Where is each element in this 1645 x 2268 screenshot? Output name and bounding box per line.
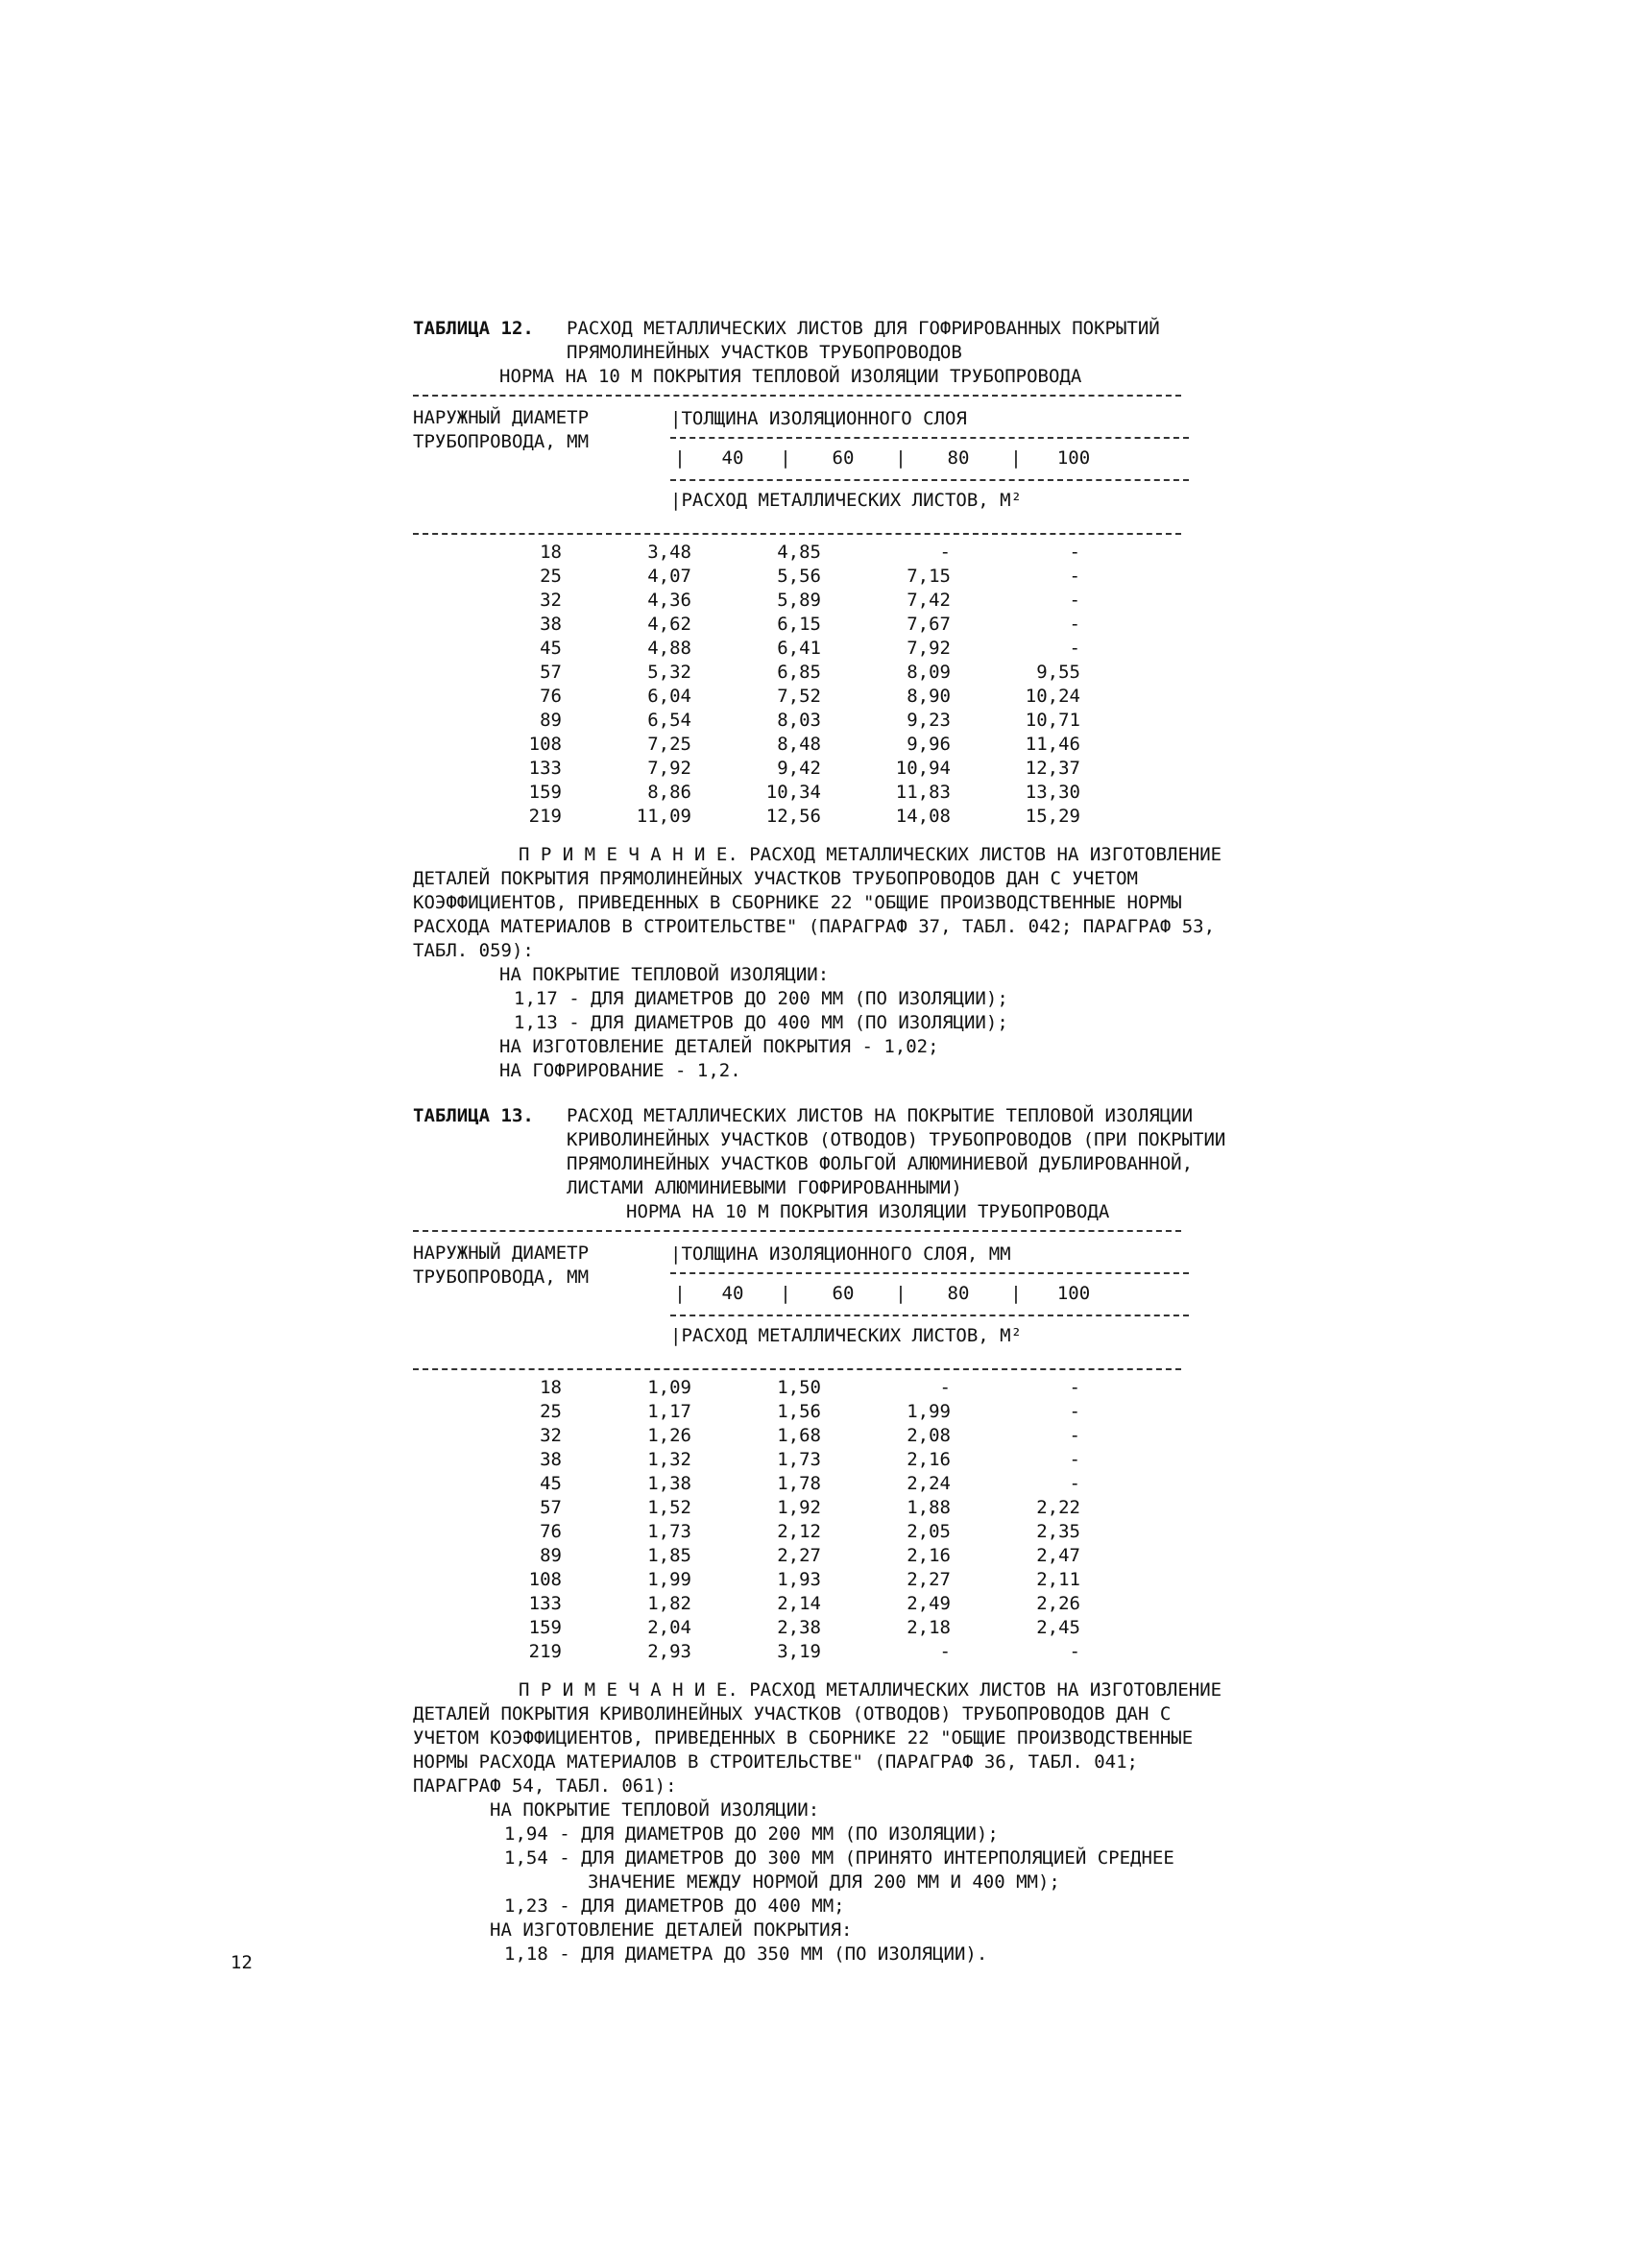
thickness-col: 60: [832, 1283, 855, 1304]
table-row: [413, 1616, 1335, 1640]
table-row: [413, 685, 1335, 709]
value-cell: -: [1069, 1449, 1080, 1470]
value-cell: 2,16: [907, 1545, 951, 1566]
value-cell: 1,92: [777, 1497, 821, 1518]
value-cell: 6,54: [647, 710, 691, 731]
table-row: [413, 541, 1335, 565]
value-cell: -: [1069, 566, 1080, 587]
value-cell: 11,46: [1025, 734, 1080, 755]
table-12: [413, 317, 1335, 829]
diameter-cell: 45: [540, 638, 562, 659]
value-cell: 4,85: [777, 542, 821, 563]
column-diameter-line: НАРУЖНЫЙ ДИАМЕТР: [413, 407, 590, 428]
note-line: НА ПОКРЫТИЕ ТЕПЛОВОЙ ИЗОЛЯЦИИ:: [499, 964, 830, 985]
diameter-cell: 57: [540, 1497, 562, 1518]
value-cell: -: [1069, 1425, 1080, 1446]
table-12-label: ТАБЛИЦА 12.: [413, 318, 534, 339]
diameter-cell: 89: [540, 710, 562, 731]
value-cell: 6,04: [647, 686, 691, 707]
table-12-title-line: ПРЯМОЛИНЕЙНЫХ УЧАСТКОВ ТРУБОПРОВОДОВ: [567, 342, 962, 363]
value-cell: 10,34: [765, 782, 821, 803]
table-row: [413, 565, 1335, 589]
table-row: [413, 1400, 1335, 1424]
value-cell: 12,37: [1025, 758, 1080, 779]
table-12-body: [413, 541, 1335, 829]
note-line: УЧЕТОМ КОЭФФИЦИЕНТОВ, ПРИВЕДЕННЫХ В СБОРНИКЕ 22 "ОБЩИЕ ПРОИЗВОДСТВЕННЫЕ: [413, 1727, 1194, 1749]
value-cell: 7,67: [907, 614, 951, 635]
value-cell: 7,92: [907, 638, 951, 659]
value-cell: 1,85: [647, 1545, 691, 1566]
table-row: [413, 1496, 1335, 1520]
table-13-title-line: ПРЯМОЛИНЕЙНЫХ УЧАСТКОВ ФОЛЬГОЙ АЛЮМИНИЕВОЙ ДУБЛИРОВАННОЙ,: [567, 1153, 1194, 1174]
value-cell: 2,26: [1036, 1593, 1080, 1614]
value-cell: 2,04: [647, 1617, 691, 1638]
value-cell: 1,52: [647, 1497, 691, 1518]
diameter-cell: 18: [540, 1377, 562, 1398]
value-cell: 3,19: [777, 1641, 821, 1662]
value-cell: 1,09: [647, 1377, 691, 1398]
value-cell: 15,29: [1025, 806, 1080, 827]
table-row: [413, 805, 1335, 829]
value-cell: 9,23: [907, 710, 951, 731]
divider: [413, 1230, 1181, 1232]
value-cell: 2,22: [1036, 1497, 1080, 1518]
value-cell: 2,35: [1036, 1521, 1080, 1542]
column-diameter-header: [413, 1242, 589, 1290]
diameter-cell: 32: [540, 590, 562, 611]
value-cell: 2,47: [1036, 1545, 1080, 1566]
value-cell: -: [939, 542, 951, 563]
diameter-cell: 219: [528, 1641, 562, 1662]
value-cell: 13,30: [1025, 782, 1080, 803]
value-cell: 2,27: [907, 1569, 951, 1590]
value-cell: 14,08: [895, 806, 951, 827]
page-number: 12: [230, 1952, 253, 1973]
diameter-cell: 25: [540, 1401, 562, 1422]
value-cell: 7,92: [647, 758, 691, 779]
value-cell: 8,09: [907, 662, 951, 683]
note-line: НА ИЗГОТОВЛЕНИЕ ДЕТАЛЕЙ ПОКРЫТИЯ:: [490, 1919, 853, 1941]
table-13-title-line: КРИВОЛИНЕЙНЫХ УЧАСТКОВ (ОТВОДОВ) ТРУБОПРОВОДОВ (ПРИ ПОКРЫТИИ: [567, 1129, 1226, 1150]
note-line: 1,18 - ДЛЯ ДИАМЕТРА ДО 350 ММ (ПО ИЗОЛЯЦИИ).: [504, 1943, 988, 1965]
divider: [413, 1368, 1181, 1370]
value-cell: -: [1069, 590, 1080, 611]
value-cell: 9,42: [777, 758, 821, 779]
thickness-col: 40: [721, 1283, 744, 1304]
value-cell: 8,03: [777, 710, 821, 731]
thickness-header: ТОЛЩИНА ИЗОЛЯЦИОННОГО СЛОЯ: [681, 408, 967, 429]
table-row: [413, 589, 1335, 613]
value-cell: 2,11: [1036, 1569, 1080, 1590]
note-line: НА ИЗГОТОВЛЕНИЕ ДЕТАЛЕЙ ПОКРЫТИЯ - 1,02;: [499, 1036, 939, 1057]
value-cell: 7,52: [777, 686, 821, 707]
value-cell: 1,56: [777, 1401, 821, 1422]
table-13-norm: НОРМА НА 10 М ПОКРЫТИЯ ИЗОЛЯЦИИ ТРУБОПРОВОДА: [626, 1201, 1110, 1222]
table-12-header: [413, 402, 1335, 527]
value-cell: 1,99: [907, 1401, 951, 1422]
note-line: РАСХОДА МАТЕРИАЛОВ В СТРОИТЕЛЬСТВЕ" (ПАРАГРАФ 37, ТАБЛ. 042; ПАРАГРАФ 53,: [413, 916, 1216, 937]
value-cell: 1,26: [647, 1425, 691, 1446]
value-cell: 2,27: [777, 1545, 821, 1566]
diameter-cell: 76: [540, 1521, 562, 1542]
value-cell: 2,14: [777, 1593, 821, 1614]
value-cell: 12,56: [765, 806, 821, 827]
column-diameter-line: ТРУБОПРОВОДА, ММ: [413, 431, 590, 452]
diameter-cell: 89: [540, 1545, 562, 1566]
value-cell: 11,09: [636, 806, 691, 827]
column-diameter-header: [413, 406, 589, 454]
table-row: [413, 1568, 1335, 1592]
value-cell: 4,07: [647, 566, 691, 587]
value-cell: -: [1069, 1377, 1080, 1398]
table-13-header: [413, 1238, 1335, 1363]
value-cell: 1,17: [647, 1401, 691, 1422]
diameter-cell: 57: [540, 662, 562, 683]
thickness-header-block: |ТОЛЩИНА ИЗОЛЯЦИОННОГО СЛОЯ | 40 | 60 | 80 | 100 |РАСХОД МЕТАЛЛИЧЕСКИХ ЛИСТОВ, М²: [670, 402, 1189, 519]
value-cell: 1,78: [777, 1473, 821, 1494]
value-cell: 2,12: [777, 1521, 821, 1542]
value-cell: 8,48: [777, 734, 821, 755]
column-diameter-line: НАРУЖНЫЙ ДИАМЕТР: [413, 1243, 590, 1264]
value-cell: 4,88: [647, 638, 691, 659]
value-cell: 10,71: [1025, 710, 1080, 731]
note-line: П Р И М Е Ч А Н И Е. РАСХОД МЕТАЛЛИЧЕСКИХ ЛИСТОВ НА ИЗГОТОВЛЕНИЕ: [519, 1679, 1222, 1701]
note-line: П Р И М Е Ч А Н И Е. РАСХОД МЕТАЛЛИЧЕСКИХ ЛИСТОВ НА ИЗГОТОВЛЕНИЕ: [519, 844, 1222, 865]
diameter-cell: 76: [540, 686, 562, 707]
value-cell: -: [1069, 638, 1080, 659]
table-12-title-line: РАСХОД МЕТАЛЛИЧЕСКИХ ЛИСТОВ ДЛЯ ГОФРИРОВАННЫХ ПОКРЫТИЙ: [567, 318, 1160, 339]
note-line: ДЕТАЛЕЙ ПОКРЫТИЯ ПРЯМОЛИНЕЙНЫХ УЧАСТКОВ ТРУБОПРОВОДОВ ДАН С УЧЕТОМ: [413, 868, 1138, 889]
thickness-col: 80: [947, 1283, 970, 1304]
table-row: [413, 1544, 1335, 1568]
value-cell: 1,82: [647, 1593, 691, 1614]
value-cell: 10,94: [895, 758, 951, 779]
value-cell: 2,45: [1036, 1617, 1080, 1638]
divider: [413, 395, 1181, 397]
value-cell: 5,89: [777, 590, 821, 611]
thickness-header-block: |ТОЛЩИНА ИЗОЛЯЦИОННОГО СЛОЯ, ММ | 40 | 60 | 80 | 100 |РАСХОД МЕТАЛЛИЧЕСКИХ ЛИСТОВ, М²: [670, 1238, 1189, 1355]
note-line: НОРМЫ РАСХОДА МАТЕРИАЛОВ В СТРОИТЕЛЬСТВЕ" (ПАРАГРАФ 36, ТАБЛ. 041;: [413, 1751, 1138, 1773]
value-cell: 8,90: [907, 686, 951, 707]
table-12-note: [413, 843, 1354, 1083]
thickness-header: ТОЛЩИНА ИЗОЛЯЦИОННОГО СЛОЯ, ММ: [681, 1243, 1011, 1265]
value-cell: -: [939, 1641, 951, 1662]
note-line: 1,94 - ДЛЯ ДИАМЕТРОВ ДО 200 ММ (ПО ИЗОЛЯЦИИ);: [504, 1823, 999, 1845]
table-row: [413, 1448, 1335, 1472]
table-row: [413, 709, 1335, 733]
column-diameter-line: ТРУБОПРОВОДА, ММ: [413, 1267, 590, 1288]
value-cell: -: [1069, 1641, 1080, 1662]
value-cell: 2,93: [647, 1641, 691, 1662]
table-13: [413, 1104, 1335, 1664]
value-cell: 2,49: [907, 1593, 951, 1614]
diameter-cell: 159: [528, 1617, 562, 1638]
value-cell: 2,08: [907, 1425, 951, 1446]
value-cell: 1,73: [647, 1521, 691, 1542]
thickness-col: 100: [1056, 1283, 1091, 1304]
note-line: 1,23 - ДЛЯ ДИАМЕТРОВ ДО 400 ММ;: [504, 1895, 845, 1917]
value-cell: 1,38: [647, 1473, 691, 1494]
table-13-caption: [413, 1104, 1335, 1224]
value-cell: 2,24: [907, 1473, 951, 1494]
table-13-body: [413, 1376, 1335, 1664]
value-cell: 2,18: [907, 1617, 951, 1638]
value-cell: 4,62: [647, 614, 691, 635]
table-12-caption: [413, 317, 1335, 389]
value-cell: 7,42: [907, 590, 951, 611]
table-row: [413, 1424, 1335, 1448]
thickness-col: 40: [721, 447, 744, 469]
value-cell: 1,99: [647, 1569, 691, 1590]
value-cell: 8,86: [647, 782, 691, 803]
value-cell: 1,73: [777, 1449, 821, 1470]
table-row: [413, 1376, 1335, 1400]
value-cell: 1,32: [647, 1449, 691, 1470]
table-row: [413, 1472, 1335, 1496]
note-line: 1,54 - ДЛЯ ДИАМЕТРОВ ДО 300 ММ (ПРИНЯТО ИНТЕРПОЛЯЦИЕЙ СРЕДНЕЕ: [504, 1847, 1174, 1869]
note-line: ЗНАЧЕНИЕ МЕЖДУ НОРМОЙ ДЛЯ 200 ММ И 400 ММ);: [588, 1871, 1060, 1893]
table-row: [413, 781, 1335, 805]
table-row: [413, 613, 1335, 637]
diameter-cell: 219: [528, 806, 562, 827]
diameter-cell: 108: [528, 1569, 562, 1590]
note-line: 1,13 - ДЛЯ ДИАМЕТРОВ ДО 400 ММ (ПО ИЗОЛЯЦИИ);: [514, 1012, 1008, 1033]
value-cell: 5,32: [647, 662, 691, 683]
thickness-columns: | 40 | 60 | 80 | 100: [670, 439, 1189, 477]
divider: [413, 533, 1181, 535]
thickness-col: 80: [947, 447, 970, 469]
value-cell: -: [1069, 542, 1080, 563]
diameter-cell: 32: [540, 1425, 562, 1446]
value-cell: -: [1069, 1473, 1080, 1494]
table-row: [413, 637, 1335, 661]
value-cell: 5,56: [777, 566, 821, 587]
table-row: [413, 1520, 1335, 1544]
value-cell: 1,50: [777, 1377, 821, 1398]
note-line: ДЕТАЛЕЙ ПОКРЫТИЯ КРИВОЛИНЕЙНЫХ УЧАСТКОВ (ОТВОДОВ) ТРУБОПРОВОДОВ ДАН С: [413, 1703, 1172, 1725]
diameter-cell: 159: [528, 782, 562, 803]
value-cell: 6,85: [777, 662, 821, 683]
table-13-title-line: ЛИСТАМИ АЛЮМИНИЕВЫМИ ГОФРИРОВАННЫМИ): [567, 1177, 962, 1198]
value-cell: -: [1069, 1401, 1080, 1422]
diameter-cell: 133: [528, 758, 562, 779]
value-cell: 7,15: [907, 566, 951, 587]
note-line: ПАРАГРАФ 54, ТАБЛ. 061):: [413, 1775, 677, 1797]
value-cell: 9,55: [1036, 662, 1080, 683]
table-12-norm: НОРМА НА 10 М ПОКРЫТИЯ ТЕПЛОВОЙ ИЗОЛЯЦИИ ТРУБОПРОВОДА: [499, 366, 1082, 387]
value-cell: 2,16: [907, 1449, 951, 1470]
note-line: 1,17 - ДЛЯ ДИАМЕТРОВ ДО 200 ММ (ПО ИЗОЛЯЦИИ);: [514, 988, 1008, 1009]
value-cell: 4,36: [647, 590, 691, 611]
value-cell: 1,93: [777, 1569, 821, 1590]
diameter-cell: 45: [540, 1473, 562, 1494]
diameter-cell: 38: [540, 1449, 562, 1470]
table-row: [413, 757, 1335, 781]
value-cell: 2,38: [777, 1617, 821, 1638]
unit-header: РАСХОД МЕТАЛЛИЧЕСКИХ ЛИСТОВ, М²: [681, 1325, 1023, 1346]
value-cell: -: [939, 1377, 951, 1398]
diameter-cell: 133: [528, 1593, 562, 1614]
thickness-col: 60: [832, 447, 855, 469]
note-line: НА ГОФРИРОВАНИЕ - 1,2.: [499, 1060, 741, 1081]
table-row: [413, 1592, 1335, 1616]
value-cell: 1,88: [907, 1497, 951, 1518]
note-line: ТАБЛ. 059):: [413, 940, 534, 961]
value-cell: 1,68: [777, 1425, 821, 1446]
diameter-cell: 18: [540, 542, 562, 563]
table-13-note: [413, 1678, 1354, 1966]
table-13-label: ТАБЛИЦА 13.: [413, 1105, 534, 1126]
table-row: [413, 733, 1335, 757]
unit-header: РАСХОД МЕТАЛЛИЧЕСКИХ ЛИСТОВ, М²: [681, 490, 1023, 511]
diameter-cell: 108: [528, 734, 562, 755]
table-row: [413, 661, 1335, 685]
value-cell: 9,96: [907, 734, 951, 755]
thickness-col: 100: [1056, 447, 1091, 469]
thickness-columns: | 40 | 60 | 80 | 100: [670, 1274, 1189, 1313]
value-cell: 10,24: [1025, 686, 1080, 707]
value-cell: 6,41: [777, 638, 821, 659]
value-cell: -: [1069, 614, 1080, 635]
value-cell: 2,05: [907, 1521, 951, 1542]
value-cell: 3,48: [647, 542, 691, 563]
diameter-cell: 38: [540, 614, 562, 635]
table-row: [413, 1640, 1335, 1664]
diameter-cell: 25: [540, 566, 562, 587]
table-13-title-line: РАСХОД МЕТАЛЛИЧЕСКИХ ЛИСТОВ НА ПОКРЫТИЕ ТЕПЛОВОЙ ИЗОЛЯЦИИ: [567, 1105, 1194, 1126]
value-cell: 7,25: [647, 734, 691, 755]
value-cell: 6,15: [777, 614, 821, 635]
value-cell: 11,83: [895, 782, 951, 803]
note-line: НА ПОКРЫТИЕ ТЕПЛОВОЙ ИЗОЛЯЦИИ:: [490, 1799, 820, 1821]
note-line: КОЭФФИЦИЕНТОВ, ПРИВЕДЕННЫХ В СБОРНИКЕ 22 "ОБЩИЕ ПРОИЗВОДСТВЕННЫЕ НОРМЫ: [413, 892, 1182, 913]
